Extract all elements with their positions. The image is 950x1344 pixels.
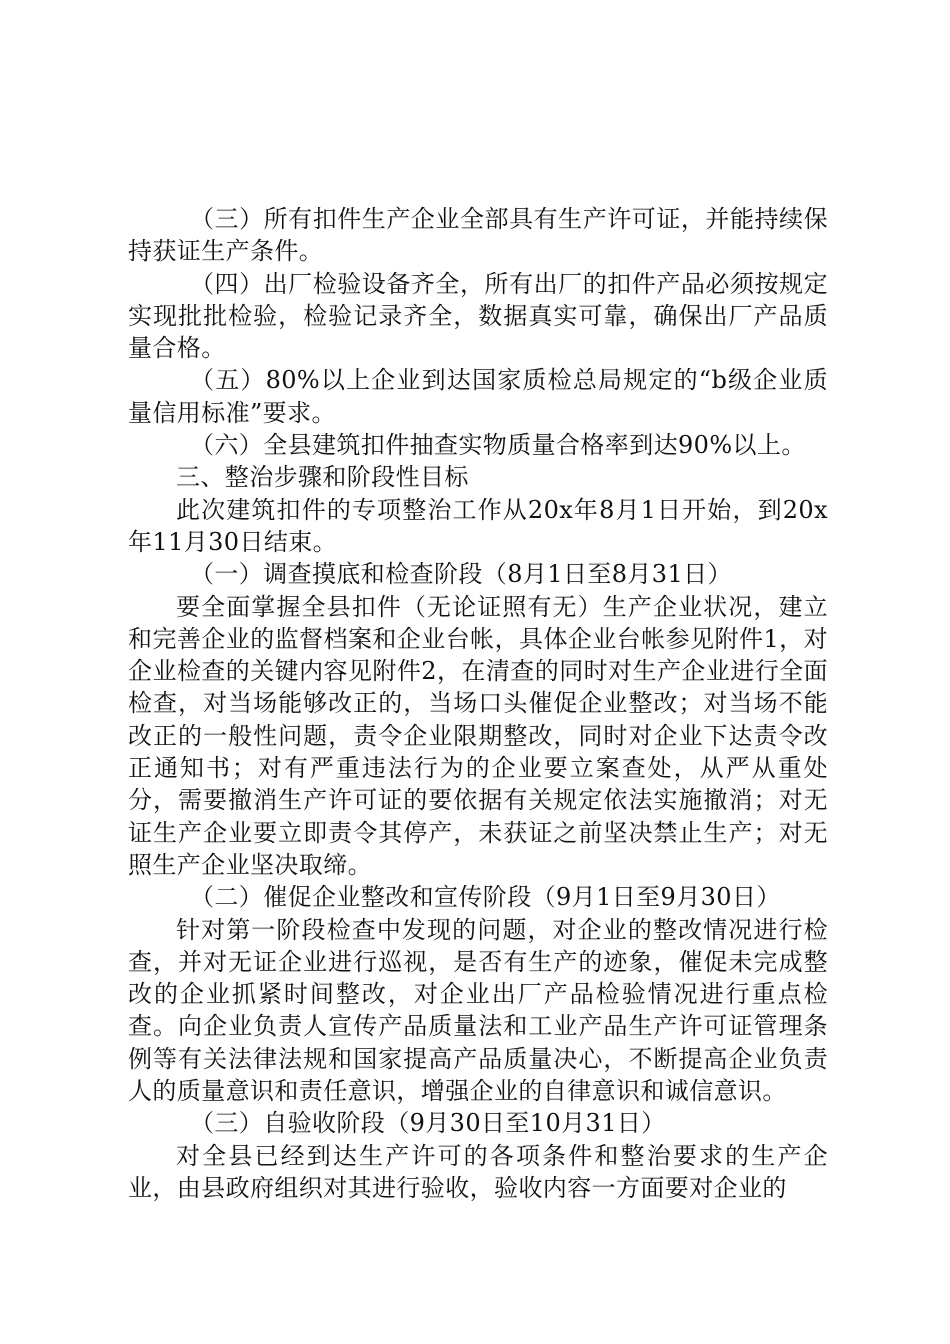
paragraph-stage-3: 对全县已经到达生产许可的各项条件和整治要求的生产企业，由县政府组织对其进行验收，验收内容一方面要对企业的 (128, 1141, 828, 1202)
paragraph-requirement-4: （四）出厂检验设备齐全，所有出厂的扣件产品必须按规定实现批批检验，检验记录齐全，数据真实可靠，确保出厂产品质量合格。 (128, 269, 828, 363)
paragraph-requirement-5: （五）80%以上企业到达国家质检总局规定的“b级企业质量信用标准”要求。 (128, 366, 828, 427)
stage-heading-2: （二）催促企业整改和宣传阶段（9月1日至9月30日） (190, 883, 781, 912)
paragraph-requirement-6: （六）全县建筑扣件抽查实物质量合格率到达90%以上。 (190, 431, 806, 460)
stage-heading-3: （三）自验收阶段（9月30日至10月31日） (190, 1109, 666, 1138)
paragraph-timeline: 此次建筑扣件的专项整治工作从20x年8月1日开始，到20x年11月30日结束。 (128, 495, 828, 556)
stage-heading-1: （一）调查摸底和检查阶段（8月1日至8月31日） (190, 560, 732, 589)
paragraph-stage-1: 要全面掌握全县扣件（无论证照有无）生产企业状况，建立和完善企业的监督档案和企业台帐，具体企业台帐参见附件1，对企业检查的关键内容见附件2，在清查的同时对生产企业进行全面检查，对当场能够改正的，当场口头催促企业整改；对当场不能改正的一般性问题，责令企业限期整改，同时对企业下达责令改正通知书；对有严重违法行为的企业要立案查处，从严从重处分，需要撤消生产许可证的要依据有关规定依法实施撤消；对无证生产企业要立即责令其停产，未获证之前坚决禁止生产；对无照生产企业坚决取缔。 (128, 592, 828, 879)
paragraph-stage-2: 针对第一阶段检查中发现的问题，对企业的整改情况进行检查，并对无证企业进行巡视，是否有生产的迹象，催促未完成整改的企业抓紧时间整改，对企业出厂产品检验情况进行重点检查。向企业负责人宣传产品质量法和工业产品生产许可证管理条例等有关法律法规和国家提高产品质量决心，不断提高企业负责人的质量意识和责任意识，增强企业的自律意识和诚信意识。 (128, 915, 828, 1106)
section-heading-3: 三、整治步骤和阶段性目标 (176, 463, 469, 492)
paragraph-requirement-3: （三）所有扣件生产企业全部具有生产许可证，并能持续保持获证生产条件。 (128, 205, 828, 266)
document-body (128, 203, 828, 1204)
